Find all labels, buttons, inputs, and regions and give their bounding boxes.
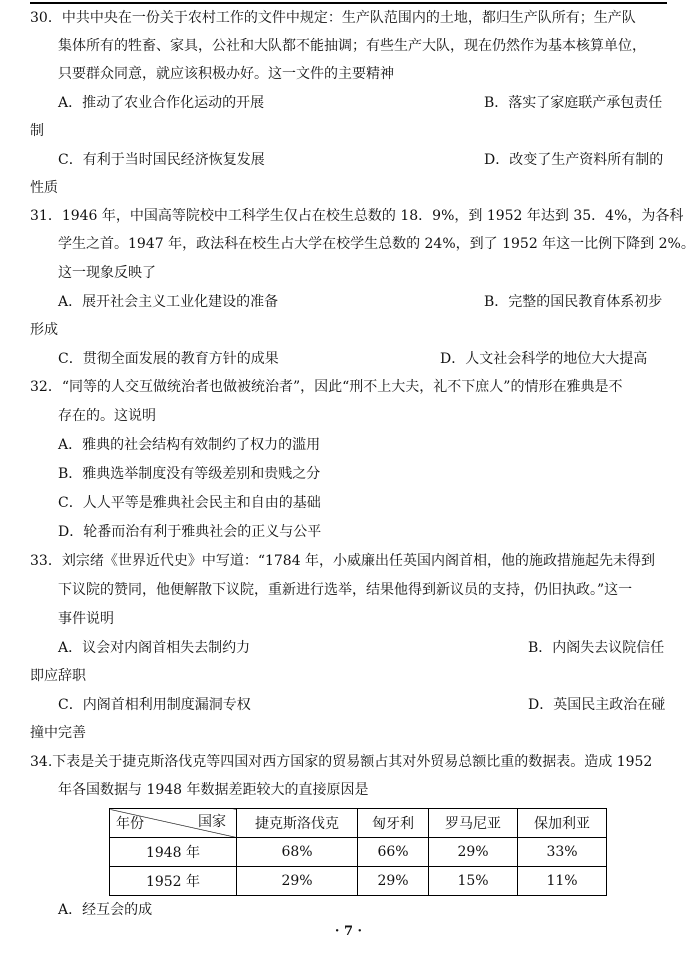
q32-stem-line-1: 32．“同等的人交互做统治者也做被统治者”，因此“刑不上大夫，礼不下庶人”的情形在雅典是不 [30, 379, 623, 395]
q33-stem-line-2: 下议院的赞同，他便解散下议院，重新进行选举，结果他得到新议员的支持，仍旧执政。”这一 [58, 582, 633, 598]
q30-stem-line-3: 只要群众同意，就应该积极办好。这一文件的主要精神 [58, 66, 394, 82]
q30-option-d: D．改变了生产资料所有制的 [484, 152, 664, 168]
table-cell: 33% [518, 838, 607, 867]
q32-option-d: D．轮番而治有利于雅典社会的正义与公平 [58, 524, 322, 540]
q31-stem-line-2: 学生之首。1947 年，政法科在校生占大学在校学生总数的 24%，到了 1952 年这一比例下降到 2%。 [58, 236, 695, 252]
q31-stem-line-1: 31．1946 年，中国高等院校中工科学生仅占在校生总数的 18．9%，到 1952 年达到 35．4%，为各科 [30, 208, 684, 224]
q31-option-c: C．贯彻全面发展的教育方针的成果 [58, 351, 279, 367]
q33-stem-line-1: 33．刘宗绪《世界近代史》中写道：“1784 年，小威廉出任英国内阁首相，他的施政措施起先未得到 [30, 553, 656, 569]
trade-share-table [109, 808, 607, 896]
q34-option-a: A．经互会的成 [58, 902, 153, 918]
table-row [110, 838, 607, 867]
q33-option-d-cont: 撞中完善 [30, 725, 86, 741]
table-cell: 11% [518, 867, 607, 896]
table-header-row [110, 809, 607, 838]
table-cell: 29% [358, 867, 429, 896]
q30-stem-line-2: 集体所有的牲畜、家具，公社和大队都不能抽调；有些生产大队，现在仍然作为基本核算单位， [58, 38, 646, 54]
header-czechoslovakia: 捷克斯洛伐克 [237, 809, 358, 838]
header-hungary: 匈牙利 [358, 809, 429, 838]
q34-stem-line-2: 年各国数据与 1948 年数据差距较大的直接原因是 [58, 782, 369, 798]
table-corner-cell [110, 809, 237, 838]
q30-option-c: C．有利于当时国民经济恢复发展 [58, 152, 265, 168]
q32-option-a: A．雅典的社会结构有效制约了权力的滥用 [58, 437, 321, 453]
q33-option-c: C．内阁首相利用制度漏洞专权 [58, 697, 251, 713]
q33-stem-line-3: 事件说明 [58, 611, 114, 627]
q31-option-a: A．展开社会主义工业化建设的准备 [58, 294, 279, 310]
q33-option-a: A．议会对内阁首相失去制约力 [58, 640, 251, 656]
top-rule [30, 2, 667, 4]
q32-stem-line-2: 存在的。这说明 [58, 408, 156, 424]
q33-option-b: B．内阁失去议院信任 [528, 640, 665, 656]
table-cell: 15% [429, 867, 518, 896]
q30-option-b-cont: 制 [30, 123, 44, 139]
q32-option-c: C．人人平等是雅典社会民主和自由的基础 [58, 495, 321, 511]
table-cell: 66% [358, 838, 429, 867]
table-cell: 29% [429, 838, 518, 867]
q31-option-d: D．人文社会科学的地位大大提高 [440, 351, 648, 367]
row-year: 1948 年 [110, 838, 237, 867]
q31-option-b-cont: 形成 [30, 322, 58, 338]
row-year: 1952 年 [110, 867, 237, 896]
q30-option-b: B．落实了家庭联产承包责任 [484, 95, 663, 111]
header-bulgaria: 保加利亚 [518, 809, 607, 838]
page-number: · 7 · [334, 924, 363, 939]
table-cell: 29% [237, 867, 358, 896]
q30-option-d-cont: 性质 [30, 180, 58, 196]
q34-stem-line-1: 34.下表是关于捷克斯洛伐克等四国对西方国家的贸易额占其对外贸易总额比重的数据表。造成 1952 [30, 754, 653, 770]
table-cell: 68% [237, 838, 358, 867]
corner-country-label: 国家 [198, 814, 226, 830]
q32-option-b: B．雅典选举制度没有等级差别和贵贱之分 [58, 466, 321, 482]
q30-stem-line-1: 30．中共中央在一份关于农村工作的文件中规定：生产队范围内的土地，都归生产队所有；生产队 [30, 10, 636, 26]
header-romania: 罗马尼亚 [429, 809, 518, 838]
q30-option-a: A．推动了农业合作化运动的开展 [58, 95, 265, 111]
q33-option-b-cont: 即应辞职 [30, 668, 86, 684]
q31-stem-line-3: 这一现象反映了 [58, 265, 156, 281]
table-row [110, 867, 607, 896]
corner-year-label: 年份 [116, 816, 144, 832]
q31-option-b: B．完整的国民教育体系初步 [484, 294, 663, 310]
q33-option-d: D．英国民主政治在碰 [528, 697, 666, 713]
